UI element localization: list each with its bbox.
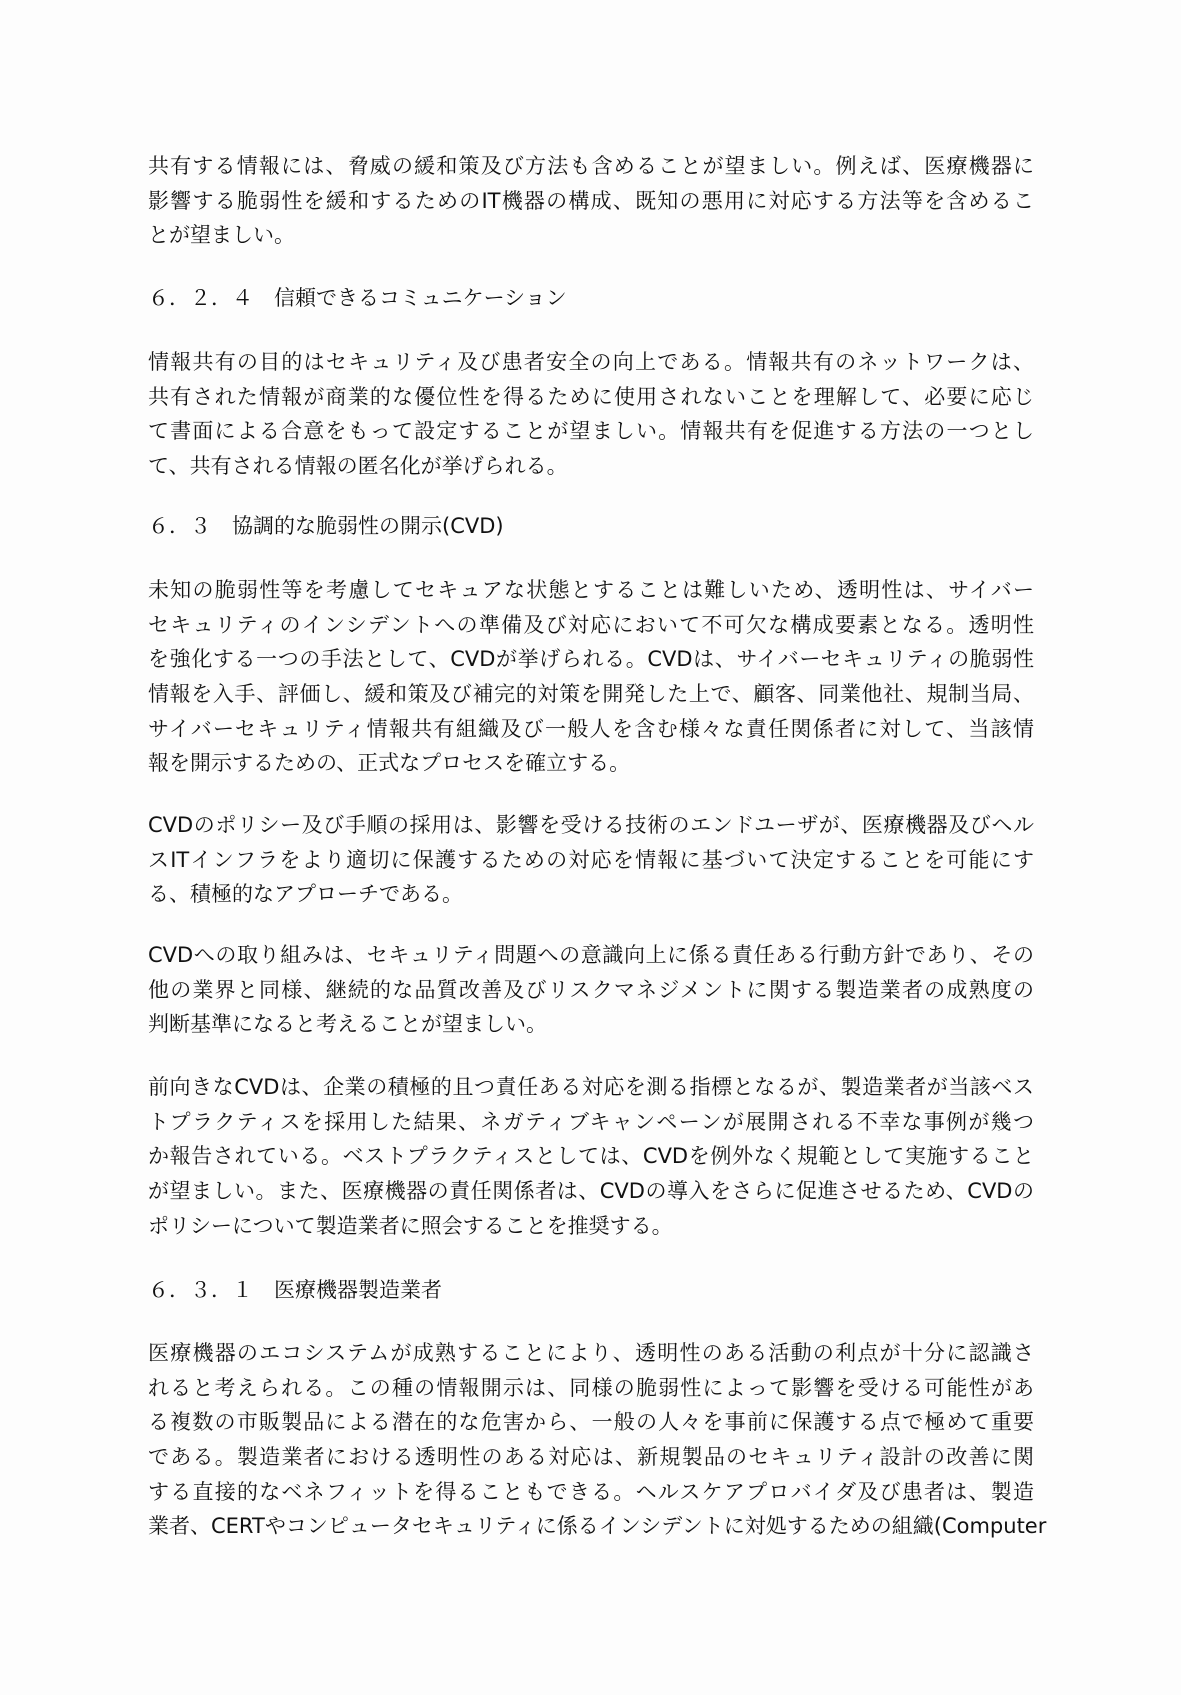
paragraph-cvd-transparency [148, 573, 1034, 781]
heading-text: ６．２．４ 信頼できるコミュニケーション [148, 286, 567, 310]
paragraph-info-sharing-purpose [148, 345, 1034, 484]
paragraph-medical-device-manufacturers [148, 1336, 1047, 1544]
text-line: る、積極的なアプローチである。 [148, 882, 463, 907]
text-line: 共有する情報には、脅威の緩和策及び方法も含めることが望ましい。例えば、医療機器に [148, 154, 1034, 178]
text-line: 情報を入手、評価し、緩和策及び補完的対策を開発した上で、顧客、同業他社、規制当局、 [148, 682, 1034, 707]
text-line: 報を開示するための、正式なプロセスを確立する。 [148, 751, 631, 776]
text-line: る複数の市販製品による潜在的な危害から、一般の人々を事前に保護する点で極めて重要 [148, 1410, 1034, 1435]
heading-text: ６．３．１ 医療機器製造業者 [148, 1278, 442, 1302]
section-heading-6-3-1 [148, 1273, 1034, 1308]
text-line: CVDのポリシー及び手順の採用は、影響を受ける技術のエンドユーザが、医療機器及びヘル [148, 813, 1034, 837]
text-line: 情報共有の目的はセキュリティ及び患者安全の向上である。情報共有のネットワークは、 [148, 350, 1034, 374]
text-line: 影響する脆弱性を緩和するためのIT機器の構成、既知の悪用に対応する方法等を含めるこ [148, 188, 1034, 213]
text-line: 業者、CERTやコンピュータセキュリティに係るインシデントに対処するための組織(Computer [148, 1514, 1047, 1539]
text-line: サイバーセキュリティ情報共有組織及び一般人を含む様々な責任関係者に対して、当該情 [148, 716, 1034, 741]
text-line: 判断基準になると考えることが望ましい。 [148, 1012, 547, 1037]
text-line: を強化する一つの手法として、CVDが挙げられる。CVDは、サイバーセキュリティの脆弱性 [148, 647, 1034, 672]
paragraph-cvd-policy-adoption [148, 808, 1034, 912]
text-line: する直接的なベネフィットを得ることもできる。ヘルスケアプロバイダ及び患者は、製造 [148, 1479, 1034, 1504]
paragraph-cvd-efforts [148, 938, 1034, 1042]
text-line: ポリシーについて製造業者に照会することを推奨する。 [148, 1213, 673, 1238]
text-line: とが望ましい。 [148, 223, 295, 248]
text-line: スITインフラをより適切に保護するための対応を情報に基づいて決定することを可能にす [148, 847, 1034, 872]
text-line: セキュリティのインシデントへの準備及び対応において不可欠な構成要素となる。透明性 [148, 612, 1034, 637]
text-line: て、共有される情報の匿名化が挙げられる。 [148, 454, 568, 479]
text-line: 未知の脆弱性等を考慮してセキュアな状態とすることは難しいため、透明性は、サイバー [148, 578, 1034, 602]
text-line: 前向きなCVDは、企業の積極的且つ責任ある対応を測る指標となるが、製造業者が当該ベス [148, 1075, 1034, 1099]
text-line: 共有された情報が商業的な優位性を得るために使用されないことを理解して、必要に応じ [148, 384, 1034, 409]
text-line: トプラクティスを採用した結果、ネガティブキャンペーンが展開される不幸な事例が幾つ [148, 1109, 1034, 1134]
text-line: か報告されている。ベストプラクティスとしては、CVDを例外なく規範として実施すること [148, 1144, 1034, 1169]
paragraph-threat-mitigation [148, 149, 1034, 253]
text-line: CVDへの取り組みは、セキュリティ問題への意識向上に係る責任ある行動方針であり、その [148, 943, 1034, 967]
text-line: が望ましい。また、医療機器の責任関係者は、CVDの導入をさらに促進させるため、CVDの [148, 1179, 1034, 1204]
text-line: 他の業界と同様、継続的な品質改善及びリスクマネジメントに関する製造業者の成熟度の [148, 977, 1034, 1002]
text-line: である。製造業者における透明性のある対応は、新規製品のセキュリティ設計の改善に関 [148, 1445, 1034, 1470]
section-heading-6-3 [148, 509, 1034, 544]
text-line: て書面による合意をもって設定することが望ましい。情報共有を促進する方法の一つとし [148, 419, 1034, 444]
paragraph-positive-cvd [148, 1070, 1034, 1243]
text-line: れると考えられる。この種の情報開示は、同様の脆弱性によって影響を受ける可能性があ [148, 1375, 1034, 1400]
section-heading-6-2-4 [148, 281, 1034, 316]
heading-text: ６．３ 協調的な脆弱性の開示(CVD) [148, 514, 504, 538]
text-line: 医療機器のエコシステムが成熟することにより、透明性のある活動の利点が十分に認識さ [148, 1341, 1034, 1365]
